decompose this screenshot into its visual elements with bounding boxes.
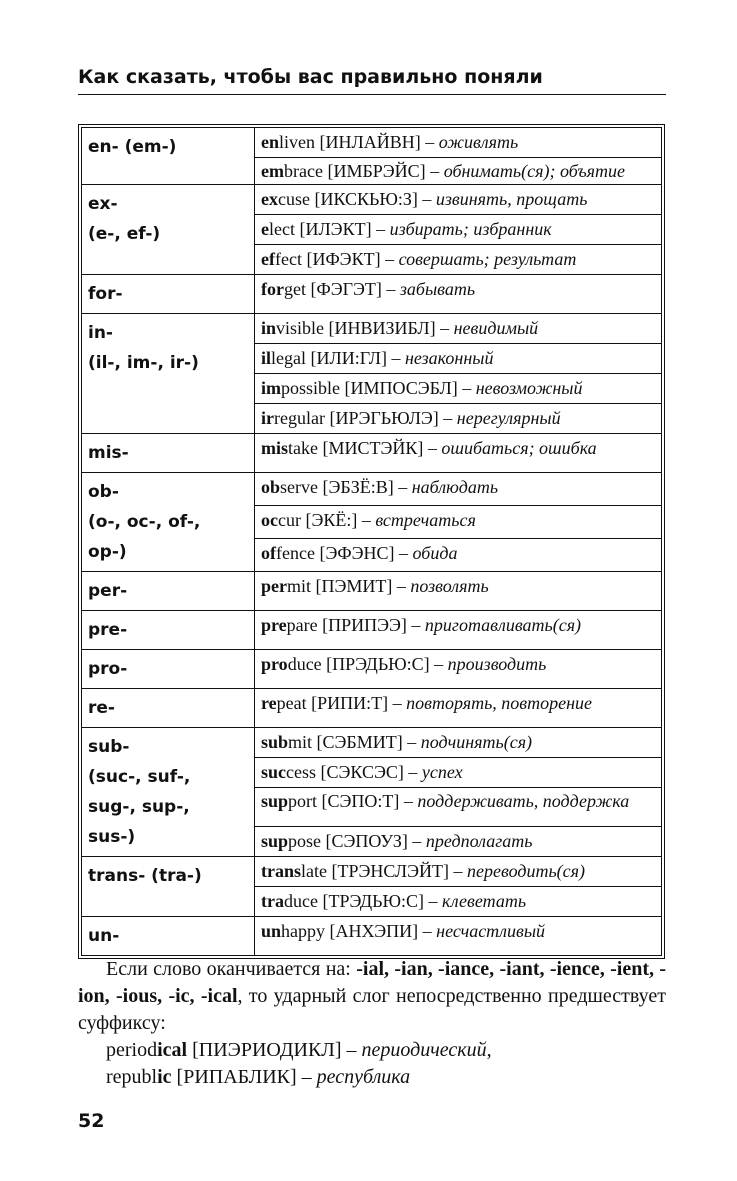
rule-intro: Если слово оканчивается на: — [106, 958, 351, 980]
dash: – — [301, 1066, 312, 1088]
pronunciation: [АНХЭПИ] — [329, 921, 419, 941]
word-prefix: il — [261, 348, 272, 368]
word-prefix: tra — [261, 891, 284, 911]
prefix-label: in- — [88, 323, 113, 343]
word-prefix: sup — [261, 831, 289, 851]
word-rest: cur — [278, 510, 301, 530]
punct: , — [486, 1039, 492, 1061]
translation: позволять — [410, 576, 489, 596]
prefix-label: (il-, im-, ir-) — [88, 353, 199, 373]
example-cell — [255, 917, 662, 956]
table-row — [82, 185, 662, 215]
dash: – — [346, 1039, 357, 1061]
prefix-label: for- — [88, 284, 123, 304]
pronunciation: [СЭПО:Т] — [321, 791, 400, 811]
translation: извинять, прощать — [435, 189, 588, 209]
example-cell — [255, 344, 662, 374]
prefix-cell — [82, 689, 255, 728]
word-prefix: trans — [261, 861, 301, 881]
example-cell — [255, 128, 662, 158]
word-prefix: ir — [261, 408, 274, 428]
prefix-label: (e-, ef-) — [88, 224, 161, 244]
prefix-cell — [82, 275, 255, 314]
pronunciation: [ПРИПЭЭ] — [322, 615, 407, 635]
prefix-label: pre- — [88, 620, 128, 640]
prefix-cell — [82, 128, 255, 185]
prefix-cell — [82, 572, 255, 611]
word-rest: mit — [287, 576, 312, 596]
translation: ошибаться; ошибка — [441, 438, 597, 458]
dash: – — [361, 510, 371, 530]
translation: повторять, повторение — [406, 693, 592, 713]
dash: – — [407, 732, 417, 752]
word-rest: mit — [288, 732, 313, 752]
prefix-label: mis- — [88, 443, 129, 463]
word-rest: duce — [287, 654, 322, 674]
example-cell — [255, 245, 662, 275]
prefix-cell — [82, 473, 255, 572]
dash: – — [422, 921, 432, 941]
word-prefix: sup — [261, 791, 289, 811]
word-prefix: per — [261, 576, 287, 596]
word-prefix: ex — [261, 189, 278, 209]
prefix-label: re- — [88, 698, 115, 718]
translation: незаконный — [404, 348, 494, 368]
pronunciation: [РИПИ:Т] — [311, 693, 389, 713]
translation: обнимать(ся); объятие — [443, 161, 626, 181]
word-rest: legal — [271, 348, 306, 368]
translation: забывать — [399, 279, 476, 299]
example-cell — [255, 374, 662, 404]
word-rest: fect — [274, 249, 302, 269]
example-cell — [255, 827, 662, 857]
word-rest: lect — [269, 219, 295, 239]
word-rest: brace — [283, 161, 323, 181]
word-prefix: ob — [261, 477, 281, 497]
word-prefix: pro — [261, 654, 288, 674]
suffix-rule — [78, 956, 666, 1091]
word-prefix: im — [261, 378, 281, 398]
pronunciation: [ИЛИ:ГЛ] — [310, 348, 387, 368]
pronunciation: [ПЭМИТ] — [315, 576, 393, 596]
pronunciation: [ИНЛАЙВН] — [319, 132, 421, 152]
dash: – — [434, 654, 444, 674]
example-cell — [255, 611, 662, 650]
translation: клеветать — [441, 891, 527, 911]
prefix-cell — [82, 185, 255, 275]
page-number: 52 — [78, 1110, 105, 1132]
word-rest: cess — [286, 762, 317, 782]
translation: периодический — [361, 1039, 487, 1061]
word-prefix: e — [261, 219, 269, 239]
translation: успех — [421, 762, 463, 782]
word-rest: serve — [280, 477, 318, 497]
word-prefix: suc — [261, 762, 287, 782]
example-cell — [255, 215, 662, 245]
word-rest: pose — [288, 831, 322, 851]
prefix-label: pro- — [88, 659, 128, 679]
table-row — [82, 917, 662, 956]
word-prefix: en — [261, 132, 279, 152]
prefix-cell — [82, 650, 255, 689]
prefix-label: per- — [88, 581, 128, 601]
translation: оживлять — [438, 132, 519, 152]
word-prefix: for — [261, 279, 284, 299]
rule-example-line — [78, 1064, 666, 1091]
translation: невидимый — [453, 318, 539, 338]
word-rest: duce — [283, 891, 318, 911]
table-row — [82, 728, 662, 758]
word-rest: cuse — [278, 189, 310, 209]
example-cell — [255, 857, 662, 887]
table-row — [82, 857, 662, 887]
translation: нерегулярный — [456, 408, 561, 428]
suffix-rule-text — [78, 956, 666, 1037]
running-header: Как сказать, чтобы вас правильно поняли — [78, 66, 666, 95]
prefix-cell — [82, 728, 255, 857]
word-rest: get — [283, 279, 306, 299]
dash: – — [453, 861, 463, 881]
example-cell — [255, 314, 662, 344]
word-suffix: ical — [157, 1039, 188, 1061]
example-cell — [255, 473, 662, 506]
dash: – — [422, 189, 432, 209]
word-prefix: em — [261, 161, 284, 181]
word-prefix: oc — [261, 510, 278, 530]
word-prefix: in — [261, 318, 277, 338]
example-cell — [255, 788, 662, 827]
prefix-table-body — [82, 128, 662, 956]
word-rest: liven — [279, 132, 315, 152]
pronunciation: [РИПАБЛИК] — [176, 1066, 297, 1088]
word-prefix: re — [261, 693, 277, 713]
dash: – — [440, 318, 450, 338]
word-suffix: ic — [157, 1066, 172, 1088]
table-row — [82, 275, 662, 314]
word-rest: pare — [286, 615, 318, 635]
prefix-label: sub- — [88, 737, 130, 757]
translation: невозможный — [475, 378, 583, 398]
dash: – — [399, 543, 409, 563]
dash: – — [411, 615, 421, 635]
dash: – — [385, 249, 395, 269]
dash: – — [386, 279, 396, 299]
table-row — [82, 473, 662, 506]
example-cell — [255, 506, 662, 539]
prefix-label: (o-, oc-, of-, — [88, 512, 201, 532]
rule-outro: , то ударный слог непосредственно предшествует суффиксу: — [78, 985, 666, 1034]
translation: республика — [316, 1066, 411, 1088]
prefix-table — [78, 124, 665, 959]
prefix-cell — [82, 434, 255, 473]
dash: – — [403, 791, 413, 811]
example-cell — [255, 404, 662, 434]
example-cell — [255, 572, 662, 611]
translation: переводить(ся) — [467, 861, 585, 881]
pronunciation: [ПРЭДЬЮ:С] — [326, 654, 430, 674]
word-rest: take — [288, 438, 318, 458]
pronunciation: [ИМПОСЭБЛ] — [344, 378, 458, 398]
prefix-label: sug-, sup-, — [88, 797, 190, 817]
pronunciation: [ИЛЭКТ] — [299, 219, 372, 239]
example-cell — [255, 887, 662, 917]
word-prefix: pre — [261, 615, 287, 635]
word-rest: happy — [281, 921, 326, 941]
translation: подчинять(ся) — [420, 732, 533, 752]
pronunciation: [МИСТЭЙК] — [322, 438, 424, 458]
table-row — [82, 689, 662, 728]
prefix-cell — [82, 314, 255, 434]
word-rest: regular — [274, 408, 325, 428]
word-prefix: sub — [261, 732, 289, 752]
translation: встречаться — [375, 510, 476, 530]
translation: предполагать — [425, 831, 533, 851]
prefix-cell — [82, 857, 255, 917]
dash: – — [396, 576, 406, 596]
pronunciation: [СЭБМИТ] — [316, 732, 403, 752]
word-prefix: of — [261, 543, 276, 563]
example-cell — [255, 689, 662, 728]
dash: – — [391, 348, 401, 368]
pronunciation: [ФЭГЭТ] — [310, 279, 382, 299]
dash: – — [425, 132, 435, 152]
pronunciation: [ТРЭНСЛЭЙТ] — [331, 861, 450, 881]
table-row — [82, 611, 662, 650]
example-cell — [255, 728, 662, 758]
table-row — [82, 434, 662, 473]
prefix-label: ob- — [88, 482, 119, 502]
prefix-label: (suc-, suf-, — [88, 767, 191, 787]
rule-examples — [78, 1037, 666, 1091]
word-rest: possible — [281, 378, 341, 398]
prefix-cell — [82, 917, 255, 956]
translation: обида — [412, 543, 458, 563]
word-prefix: un — [261, 921, 282, 941]
prefix-label: ex- — [88, 194, 118, 214]
pronunciation: [ИНВИЗИБЛ] — [328, 318, 436, 338]
translation: наблюдать — [411, 477, 499, 497]
rule-example-line — [78, 1037, 666, 1064]
dash: – — [398, 477, 408, 497]
dash: – — [412, 831, 422, 851]
example-cell — [255, 185, 662, 215]
table-row — [82, 572, 662, 611]
translation: поддерживать, поддержка — [417, 791, 630, 811]
prefix-label: trans- (tra-) — [88, 866, 202, 886]
example-cell — [255, 539, 662, 572]
pronunciation: [СЭКСЭС] — [320, 762, 404, 782]
dash: – — [443, 408, 453, 428]
translation: несчастливый — [436, 921, 546, 941]
word-stem: period — [106, 1039, 158, 1061]
pronunciation: [СЭПОУЗ] — [325, 831, 408, 851]
rule-suffixes: -ial, -ian, -iance, -iant, -ience, -ient, -ion, -ious, -ic, -ical — [78, 958, 667, 1007]
dash: – — [408, 762, 418, 782]
word-rest: visible — [276, 318, 325, 338]
example-cell — [255, 650, 662, 689]
pronunciation: [ПИЭРИОДИКЛ] — [192, 1039, 342, 1061]
pronunciation: [ЭКЁ:] — [305, 510, 358, 530]
example-cell — [255, 158, 662, 185]
pronunciation: [ТРЭДЬЮ:С] — [322, 891, 424, 911]
pronunciation: [ИРЭГЬЮЛЭ] — [329, 408, 439, 428]
dash: – — [430, 161, 440, 181]
dash: – — [428, 891, 438, 911]
pronunciation: [ИФЭКТ] — [306, 249, 381, 269]
translation: совершать; результат — [398, 249, 577, 269]
word-rest: fence — [276, 543, 315, 563]
pronunciation: [ЭБЗЁ:В] — [322, 477, 394, 497]
translation: приготавливать(ся) — [424, 615, 582, 635]
dash: – — [462, 378, 472, 398]
table-row — [82, 314, 662, 344]
table-row — [82, 128, 662, 158]
word-stem: republ — [106, 1066, 158, 1088]
prefix-label: un- — [88, 926, 120, 946]
word-prefix: ef — [261, 249, 275, 269]
dash: – — [427, 438, 437, 458]
table-row — [82, 650, 662, 689]
pronunciation: [ИКСКЬЮ:З] — [314, 189, 418, 209]
example-cell — [255, 275, 662, 314]
prefix-label: sus-) — [88, 827, 136, 847]
word-rest: peat — [276, 693, 307, 713]
pronunciation: [ИМБРЭЙС] — [327, 161, 426, 181]
dash: – — [392, 693, 402, 713]
example-cell — [255, 758, 662, 788]
example-cell — [255, 434, 662, 473]
prefix-cell — [82, 611, 255, 650]
word-rest: port — [288, 791, 318, 811]
translation: избирать; избранник — [389, 219, 552, 239]
word-prefix: mis — [261, 438, 288, 458]
prefix-label: en- (em-) — [88, 137, 177, 157]
word-rest: late — [301, 861, 327, 881]
pronunciation: [ЭФЭНС] — [319, 543, 395, 563]
dash: – — [376, 219, 386, 239]
translation: производить — [447, 654, 547, 674]
prefix-label: op-) — [88, 542, 127, 562]
